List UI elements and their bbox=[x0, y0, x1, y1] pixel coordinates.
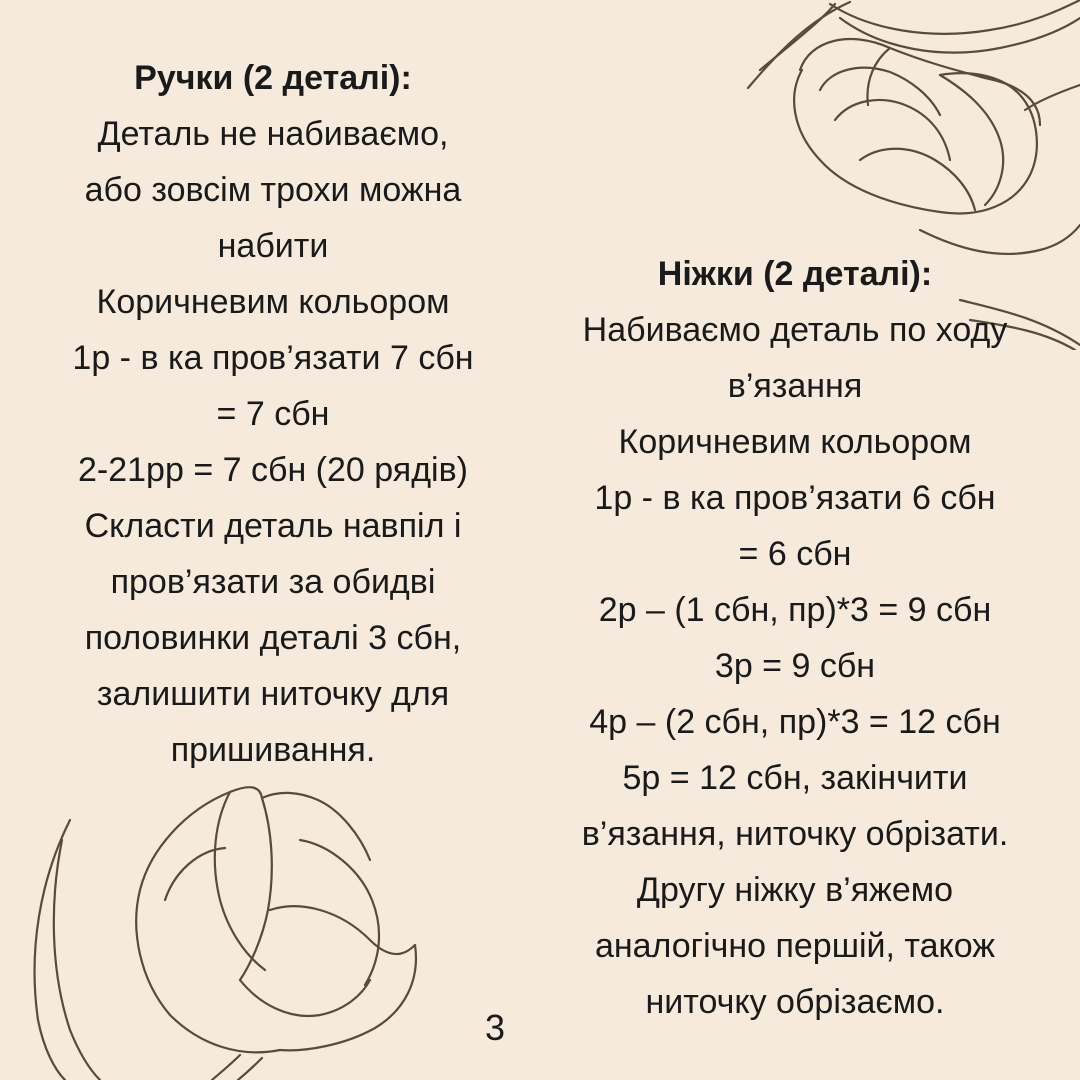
section-legs-line: Коричневим кольором bbox=[618, 423, 972, 461]
section-legs-line: 2р – (1 сбн, пр)*3 = 9 сбн bbox=[598, 591, 992, 629]
tulip-line-art-bottom-left-icon bbox=[0, 780, 430, 1080]
section-arms-line: пришивання. bbox=[170, 731, 376, 769]
section-arms-line: або зовсім трохи можна bbox=[84, 171, 462, 209]
section-legs-line: ниточку обрізаємо. bbox=[645, 983, 945, 1021]
section-legs-line: 3р = 9 сбн bbox=[714, 647, 876, 685]
section-arms-line: = 7 сбн bbox=[216, 395, 330, 433]
section-legs-line: = 6 сбн bbox=[738, 535, 852, 573]
section-legs-title: Ніжки (2 деталі): bbox=[657, 255, 933, 293]
section-arms-line: Деталь не набиваємо, bbox=[97, 115, 449, 153]
section-arms-line: пров’язати за обидві bbox=[110, 563, 436, 601]
section-arms-line: 1р - в ка пров’язати 7 сбн bbox=[72, 339, 474, 377]
section-arms-line: набити bbox=[217, 227, 329, 265]
section-arms bbox=[28, 50, 518, 778]
section-arms-line: Скласти деталь навпіл і bbox=[84, 507, 462, 545]
section-legs-line: 5р = 12 сбн, закінчити bbox=[622, 759, 968, 797]
section-legs-line: в’язання bbox=[727, 367, 863, 405]
section-legs-line: 4р – (2 сбн, пр)*3 = 12 сбн bbox=[589, 703, 1001, 741]
page-number: 3 bbox=[484, 1007, 506, 1048]
section-legs-line: 1р - в ка пров’язати 6 сбн bbox=[594, 479, 996, 517]
section-arms-line: залишити ниточку для bbox=[96, 675, 450, 713]
section-arms-line: 2-21рр = 7 сбн (20 рядів) bbox=[78, 451, 468, 489]
section-arms-line: Коричневим кольором bbox=[96, 283, 450, 321]
section-legs-line: Набиваємо деталь по ходу bbox=[582, 311, 1008, 349]
section-legs-line: Другу ніжку в’яжемо bbox=[636, 871, 954, 909]
section-legs-line: аналогічно першій, також bbox=[594, 927, 996, 965]
section-arms-line: половинки деталі 3 сбн, bbox=[84, 619, 462, 657]
section-arms-title: Ручки (2 деталі): bbox=[134, 59, 412, 97]
section-legs bbox=[530, 246, 1060, 1030]
section-legs-line: в’язання, ниточку обрізати. bbox=[581, 815, 1009, 853]
